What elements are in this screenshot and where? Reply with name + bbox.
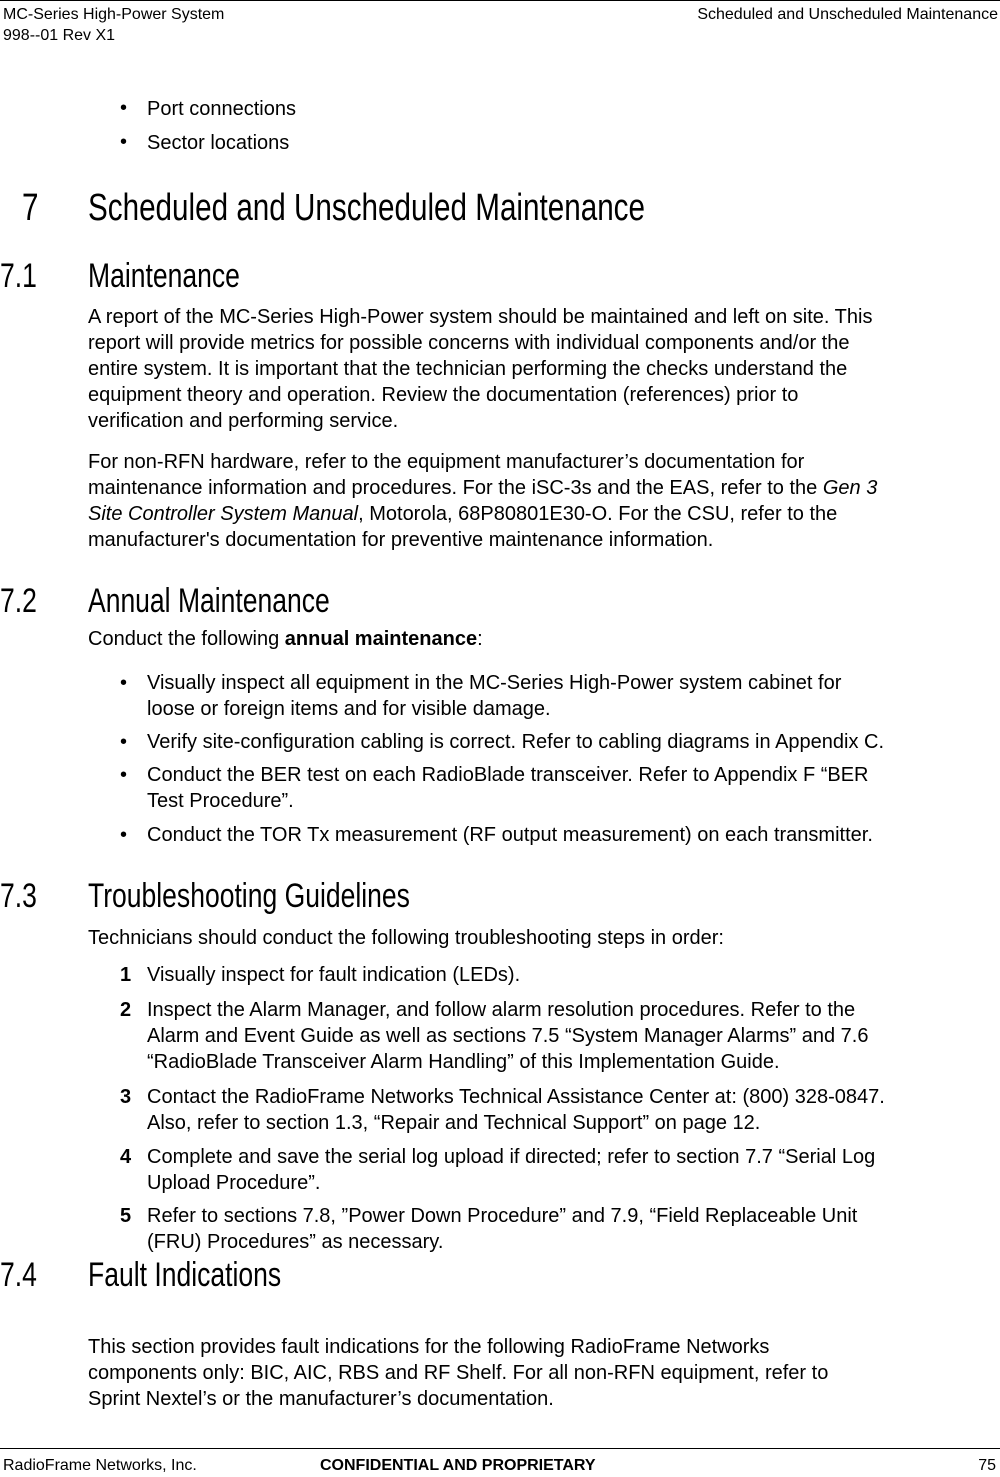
- paragraph-line: components only: BIC, AIC, RBS and RF Shelf. For all non-RFN equipment, refer to: [88, 1362, 829, 1384]
- paragraph-line: Sprint Nextel’s or the manufacturer’s documentation.: [88, 1388, 554, 1410]
- chapter-title-text: Scheduled and Unscheduled Maintenance: [88, 187, 645, 229]
- bullet-text: Conduct the TOR Tx measurement (RF output measurement) on each transmitter.: [147, 824, 873, 846]
- paragraph-non-rfn-hardware: [88, 449, 998, 553]
- bullet-text: Conduct the BER test on each RadioBlade transceiver. Refer to Appendix F “BER: [147, 764, 869, 786]
- paragraph-line: Technicians should conduct the following troubleshooting steps in order:: [88, 927, 724, 949]
- section-number-7-3: [0, 876, 37, 916]
- section-number: 7.2: [0, 582, 37, 620]
- footer-confidentiality: CONFIDENTIAL AND PROPRIETARY: [320, 1457, 596, 1474]
- text-run: Conduct the following: [88, 628, 285, 650]
- paragraph-line: equipment theory and operation. Review the documentation (references) prior to: [88, 384, 799, 406]
- page-footer: [0, 1448, 1000, 1477]
- bullet-text: Sector locations: [147, 132, 290, 154]
- paragraph-maintenance-report: [88, 304, 998, 434]
- manual-title-italic: Gen 3: [822, 477, 878, 499]
- bullet-text: Verify site-configuration cabling is correct. Refer to cabling diagrams in Appendix C.: [147, 731, 885, 753]
- step-text: “RadioBlade Transceiver Alarm Handling” of this Implementation Guide.: [147, 1051, 780, 1073]
- header-doc-title: MC-Series High-Power System: [3, 6, 225, 23]
- bullet-text: Port connections: [147, 98, 296, 120]
- bullet-glyph: •: [120, 731, 128, 753]
- step-text: Visually inspect for fault indication (LEDs).: [147, 964, 521, 986]
- step-text: Inspect the Alarm Manager, and follow alarm resolution procedures. Refer to the: [147, 999, 856, 1021]
- paragraph-line: This section provides fault indications for the following RadioFrame Networks: [88, 1336, 770, 1358]
- step-text: Contact the RadioFrame Networks Technical Assistance Center at: (800) 328-0847.: [147, 1086, 885, 1108]
- bullet-text: Visually inspect all equipment in the MC-Series High-Power system cabinet for: [147, 672, 842, 694]
- footer-company: RadioFrame Networks, Inc.: [3, 1457, 197, 1474]
- text-run: :: [477, 628, 483, 650]
- chapter-heading: [22, 183, 38, 233]
- step-text: (FRU) Procedures” as necessary.: [147, 1231, 444, 1253]
- section-number-7-4: [0, 1255, 37, 1295]
- chapter-number: 7: [22, 187, 39, 229]
- paragraph-line: entire system. It is important that the technician performing the checks understand the: [88, 358, 848, 380]
- step-number: 2: [120, 999, 132, 1021]
- emphasis-bold: annual maintenance: [284, 628, 478, 650]
- annual-maintenance-intro: [88, 626, 998, 652]
- step-text: Refer to sections 7.8, ”Power Down Procedure” and 7.9, “Field Replaceable Unit: [147, 1205, 858, 1227]
- bullet-glyph: •: [120, 672, 128, 694]
- section-number: 7.3: [0, 877, 37, 915]
- header-doc-revision: 998--01 Rev X1: [3, 27, 116, 44]
- section-number-7-2: [0, 581, 37, 621]
- step-number: 4: [120, 1146, 132, 1168]
- step-number: 1: [120, 964, 132, 986]
- step-text: Complete and save the serial log upload if directed; refer to section 7.7 “Serial Log: [147, 1146, 876, 1168]
- paragraph-line: [88, 626, 998, 652]
- paragraph-line: report will provide metrics for possible concerns with individual components and/or the: [88, 332, 850, 354]
- step-text: Alarm and Event Guide as well as sections 7.5 “System Manager Alarms” and 7.6: [147, 1025, 869, 1047]
- page-number: 75: [978, 1457, 996, 1474]
- paragraph-line: verification and performing service.: [88, 410, 399, 432]
- section-title-7-4: [88, 1255, 281, 1295]
- bullet-glyph: •: [120, 131, 128, 153]
- section-title: Annual Maintenance: [88, 582, 330, 620]
- paragraph-line: manufacturer's documentation for preventive maintenance information.: [88, 529, 714, 551]
- page-header: [0, 0, 1000, 47]
- paragraph-line: For non-RFN hardware, refer to the equipment manufacturer’s documentation for: [88, 451, 805, 473]
- bullet-glyph: •: [120, 824, 128, 846]
- section-title: Troubleshooting Guidelines: [88, 877, 410, 915]
- section-title-7-1: [88, 256, 240, 296]
- bullet-text: loose or foreign items and for visible damage.: [147, 698, 551, 720]
- step-number: 5: [120, 1205, 132, 1227]
- manual-title-italic: Site Controller System Manual: [88, 503, 359, 525]
- text-run: , Motorola, 68P80801E30-O. For the CSU, refer to the: [358, 503, 838, 525]
- bullet-glyph: •: [120, 97, 128, 119]
- step-number: 3: [120, 1086, 132, 1108]
- section-number: 7.4: [0, 1256, 37, 1294]
- paragraph-line: [88, 475, 998, 501]
- bullet-text: Test Procedure”.: [147, 790, 294, 812]
- text-run: maintenance information and procedures. For the iSC-3s and the EAS, refer to the: [88, 477, 823, 499]
- section-title: Fault Indications: [88, 1256, 282, 1294]
- section-title: Maintenance: [88, 257, 240, 295]
- troubleshooting-intro: [88, 925, 998, 951]
- section-number: 7.1: [0, 257, 37, 295]
- header-chapter-title: Scheduled and Unscheduled Maintenance: [697, 6, 998, 23]
- section-title-7-2: [88, 581, 330, 621]
- chapter-title: [88, 183, 645, 233]
- step-text: Also, refer to section 1.3, “Repair and Technical Support” on page 12.: [147, 1112, 761, 1134]
- section-title-7-3: [88, 876, 410, 916]
- bullet-glyph: •: [120, 764, 128, 786]
- section-number-7-1: [0, 256, 37, 296]
- paragraph-line: A report of the MC-Series High-Power system should be maintained and left on site. This: [88, 306, 873, 328]
- step-text: Upload Procedure”.: [147, 1172, 321, 1194]
- paragraph-fault-indications: [88, 1334, 998, 1412]
- paragraph-line: [88, 501, 998, 527]
